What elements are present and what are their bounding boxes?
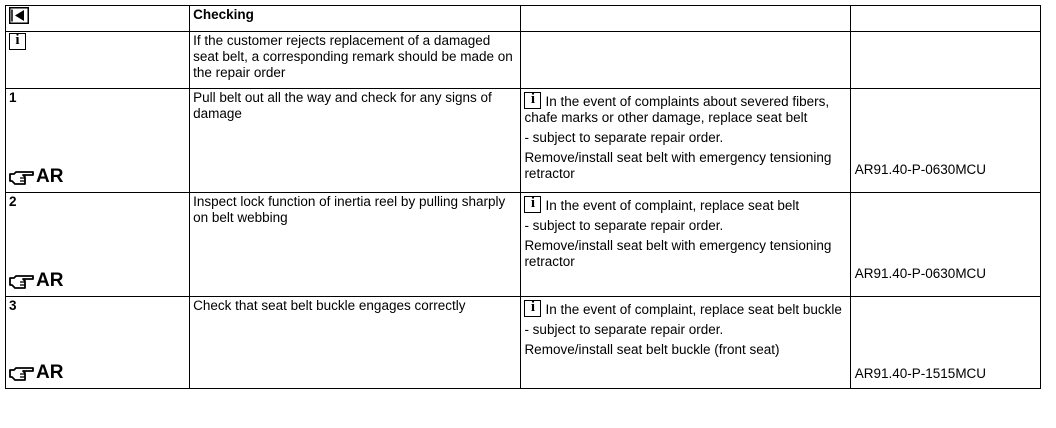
step-number-cell (6, 193, 190, 297)
step-row (6, 297, 1041, 389)
ar-label: AR (36, 166, 64, 187)
step-subject: - subject to separate repair order. (524, 130, 724, 145)
step-reference-cell (850, 297, 1040, 389)
step-subject: - subject to separate repair order. (524, 322, 724, 337)
step-reference[interactable]: AR91.40-P-0630MCU (854, 266, 987, 281)
step-note: In the event of complaint, replace seat belt buckle (545, 302, 842, 317)
info-box-icon (524, 196, 541, 213)
step-note: In the event of complaint, replace seat belt (545, 198, 800, 213)
ar-reference-link[interactable] (9, 363, 63, 383)
ar-reference-link[interactable] (9, 167, 63, 187)
step-action: Remove/install seat belt with emergency tensioning retractor (524, 150, 832, 181)
header-row (6, 6, 1041, 32)
info-box-icon (524, 300, 541, 317)
step-instruction: Inspect lock function of inertia reel by pulling sharply on belt webbing (190, 193, 521, 297)
step-notes-cell (521, 297, 850, 389)
ar-reference-link[interactable] (9, 271, 63, 291)
info-box-icon (524, 92, 541, 109)
header-empty-cell (521, 6, 850, 32)
step-note: In the event of complaints about severed fibers, chafe marks or other damage, replace seat belt (524, 94, 830, 125)
step-number-cell (6, 89, 190, 193)
step-number: 1 (9, 90, 17, 105)
back-arrow-box-icon[interactable] (9, 7, 29, 24)
step-row (6, 193, 1041, 297)
step-notes-cell (521, 193, 850, 297)
info-text: If the customer rejects replacement of a damaged seat belt, a corresponding remark should be made on the repair order (190, 32, 521, 89)
step-subject: - subject to separate repair order. (524, 218, 724, 233)
ar-label: AR (36, 270, 64, 291)
header-title: Checking (190, 6, 521, 32)
info-box-icon (9, 33, 26, 50)
step-instruction: Pull belt out all the way and check for any signs of damage (190, 89, 521, 193)
step-notes-cell (521, 89, 850, 193)
header-empty-cell (850, 6, 1040, 32)
step-reference[interactable]: AR91.40-P-0630MCU (854, 162, 987, 177)
step-action: Remove/install seat belt with emergency tensioning retractor (524, 238, 832, 269)
pointing-hand-ar-icon (9, 169, 35, 186)
step-instruction: Check that seat belt buckle engages correctly (190, 297, 521, 389)
pointing-hand-ar-icon (9, 273, 35, 290)
step-number: 3 (9, 298, 17, 313)
step-reference-cell (850, 89, 1040, 193)
step-reference-cell (850, 193, 1040, 297)
header-nav-cell (6, 6, 190, 32)
step-number-cell (6, 297, 190, 389)
info-row (6, 32, 1041, 89)
info-empty-cell (850, 32, 1040, 89)
info-empty-cell (521, 32, 850, 89)
step-row (6, 89, 1041, 193)
step-action: Remove/install seat belt buckle (front seat) (524, 342, 780, 357)
step-number: 2 (9, 194, 17, 209)
step-reference[interactable]: AR91.40-P-1515MCU (854, 366, 987, 381)
ar-label: AR (36, 362, 64, 383)
pointing-hand-ar-icon (9, 365, 35, 382)
procedure-table (5, 5, 1041, 389)
info-icon-cell (6, 32, 190, 89)
